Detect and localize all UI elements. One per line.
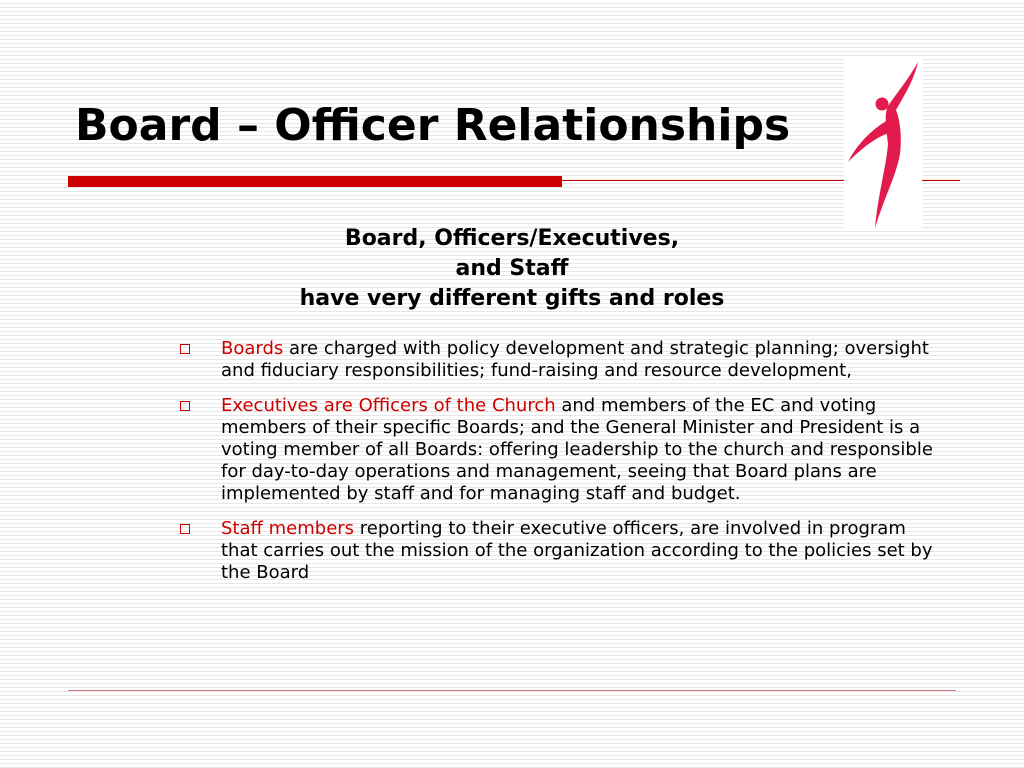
reaching-figure-logo-icon xyxy=(844,58,922,230)
hollow-square-icon xyxy=(180,344,190,354)
slide-title: Board – Officer Relationships xyxy=(75,100,791,151)
title-underline-thick xyxy=(68,176,562,187)
subheading-line: have very different gifts and roles xyxy=(299,286,725,311)
bullet-highlight: Executives are Officers of the Church xyxy=(221,395,556,416)
logo xyxy=(844,58,922,230)
bullet-list xyxy=(178,338,948,597)
bullet-highlight: Staff members xyxy=(221,518,355,539)
subheading xyxy=(60,224,964,314)
bullet-item-executives xyxy=(178,395,948,505)
hollow-square-icon xyxy=(180,524,190,534)
bullet-item-staff xyxy=(178,518,948,584)
subheading-line: Board, Officers/Executives, xyxy=(344,226,680,251)
bullet-item-boards xyxy=(178,338,948,382)
bullet-text: and members of the EC and voting members of their specific Boards; and the General Minister and President is a voting member of all Boards: offering leadership to the church and responsible for day-to-day operations and management, seeing that Board plans are implemented by staff and for managing staff and budget. xyxy=(221,395,933,504)
bullet-text: are charged with policy development and strategic planning; oversight and fiduciary responsibilities; fund-raising and resource development, xyxy=(221,338,929,381)
bullet-text: reporting to their executive officers, are involved in program that carries out the mission of the organization according to the policies set by the Board xyxy=(221,518,933,583)
footer-divider xyxy=(68,690,956,691)
subheading-line: and Staff xyxy=(455,256,569,281)
bullet-highlight: Boards xyxy=(221,338,284,359)
hollow-square-icon xyxy=(180,401,190,411)
